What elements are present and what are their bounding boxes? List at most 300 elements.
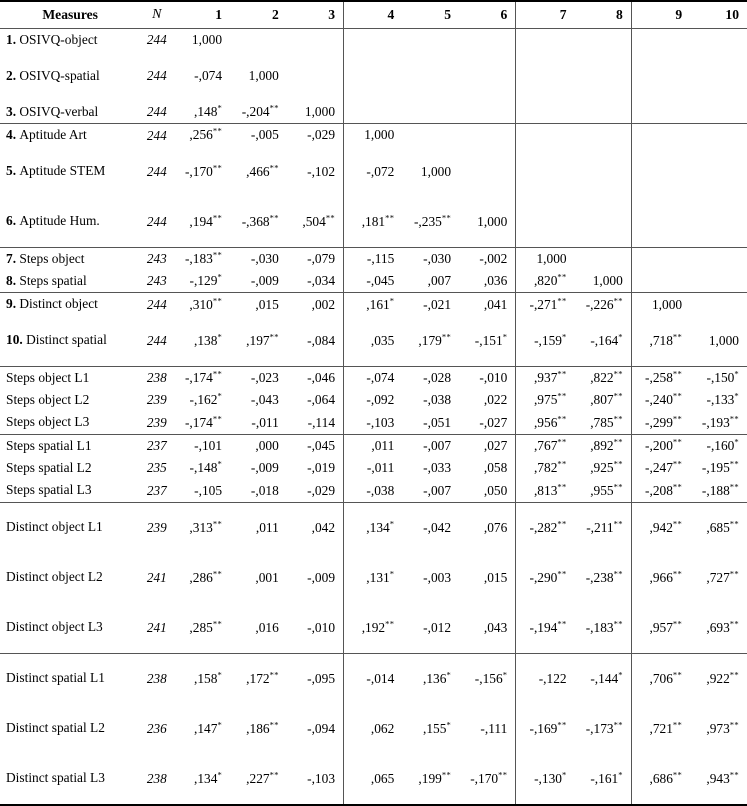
row-number: 1. <box>6 31 20 47</box>
significance-marker: ** <box>672 568 683 579</box>
header-col-8: 8 <box>616 7 623 23</box>
row-number: 10. <box>6 332 27 348</box>
significance-marker: ** <box>212 413 223 424</box>
table-row <box>0 704 747 754</box>
corr-cell: -,009 <box>307 569 336 585</box>
significance-marker: ** <box>613 413 623 424</box>
corr-cell: -,129* <box>173 270 230 293</box>
significance-marker: ** <box>672 618 683 629</box>
corr-cell: ,036 <box>459 270 516 293</box>
corr-cell: -,299** <box>631 411 690 434</box>
corr-cell: -,105 <box>173 479 230 502</box>
corr-cell: -,042 <box>423 519 452 535</box>
row-n-value: 235 <box>146 460 167 476</box>
significance-marker: ** <box>729 618 739 629</box>
corr-cell: ,310** <box>189 295 223 312</box>
significance-marker: ** <box>729 769 739 780</box>
significance-marker: * <box>217 458 223 469</box>
table-row <box>0 754 747 805</box>
corr-cell: -,122 <box>516 653 575 704</box>
row-n-value: 244 <box>146 163 167 179</box>
corr-cell: -,012 <box>402 603 459 654</box>
row-n-value: 238 <box>146 670 167 686</box>
corr-cell: -,051 <box>402 411 459 434</box>
corr-cell <box>402 124 459 147</box>
row-n-value: 243 <box>146 250 167 266</box>
corr-cell <box>516 28 575 51</box>
row-n-value: 241 <box>140 603 173 654</box>
significance-marker: ** <box>212 568 223 579</box>
corr-cell: ,134* <box>173 754 230 805</box>
significance-marker: ** <box>212 212 223 223</box>
corr-cell: ,721** <box>631 704 690 754</box>
corr-cell: -,019 <box>307 460 336 476</box>
corr-cell <box>690 28 747 51</box>
corr-cell <box>459 51 516 101</box>
corr-cell: ,820** <box>516 270 575 293</box>
corr-cell: ,181** <box>344 197 403 248</box>
significance-marker: ** <box>441 331 452 342</box>
row-n-value: 244 <box>140 101 173 124</box>
row-n-value: 238 <box>140 754 173 805</box>
significance-marker: ** <box>212 368 223 379</box>
corr-cell: -,009 <box>250 460 279 476</box>
significance-marker: ** <box>269 212 279 223</box>
corr-cell: ,966** <box>631 553 690 603</box>
corr-cell: -,064 <box>307 392 336 408</box>
corr-cell: -,038 <box>344 479 403 502</box>
significance-marker: ** <box>729 568 739 579</box>
corr-cell: -,170** <box>184 162 223 179</box>
corr-cell: ,767** <box>516 434 575 457</box>
corr-cell <box>575 101 632 124</box>
corr-cell: -,029 <box>307 127 336 143</box>
significance-marker: ** <box>613 295 623 306</box>
table-row <box>0 316 747 367</box>
corr-cell: -,102 <box>307 163 336 179</box>
significance-marker: ** <box>672 769 683 780</box>
significance-marker: ** <box>729 458 739 469</box>
corr-cell <box>516 197 575 248</box>
corr-cell: -,156* <box>474 669 508 686</box>
row-label: 2. OSIVQ-spatial <box>6 67 100 83</box>
header-col-3: 3 <box>328 7 336 23</box>
header-col-5: 5 <box>444 7 452 23</box>
significance-marker: * <box>618 769 623 780</box>
corr-cell: ,147* <box>194 719 223 736</box>
corr-cell: ,957** <box>631 603 690 654</box>
corr-cell: 1,000 <box>248 67 279 83</box>
corr-cell: ,172** <box>246 669 279 686</box>
significance-marker: ** <box>729 481 739 492</box>
corr-cell: ,000 <box>255 437 279 453</box>
table-row <box>0 653 747 704</box>
significance-marker: ** <box>672 436 683 447</box>
significance-marker: ** <box>557 436 567 447</box>
corr-cell <box>690 101 747 124</box>
corr-cell: -,290** <box>516 553 575 603</box>
corr-cell <box>459 124 516 147</box>
significance-marker: * <box>389 568 395 579</box>
table-row <box>0 51 747 101</box>
table-row <box>0 434 747 457</box>
corr-cell: ,076 <box>483 519 508 535</box>
row-n-value: 244 <box>146 127 167 143</box>
corr-cell: -,021 <box>423 296 452 312</box>
corr-cell: -,174** <box>173 411 230 434</box>
corr-cell: -,159* <box>516 316 575 367</box>
corr-cell: -,045 <box>344 270 403 293</box>
significance-marker: * <box>389 518 395 529</box>
corr-cell: -,101 <box>194 437 223 453</box>
corr-cell <box>631 51 690 101</box>
corr-cell: ,011 <box>255 519 279 535</box>
corr-cell: ,785** <box>575 411 632 434</box>
corr-cell: -,023 <box>250 369 279 385</box>
significance-marker: ** <box>269 769 279 780</box>
table-row <box>0 502 747 553</box>
corr-cell <box>631 197 690 248</box>
corr-cell: ,136* <box>423 669 452 686</box>
table-row <box>0 479 747 502</box>
row-label: 1. OSIVQ-object <box>6 31 98 47</box>
corr-cell: -,130* <box>516 754 575 805</box>
table-row <box>0 101 747 124</box>
corr-cell: -,183** <box>184 249 223 266</box>
corr-cell: -,144* <box>590 669 623 686</box>
corr-cell: ,807** <box>590 390 623 408</box>
corr-cell: 1,000 <box>287 101 344 124</box>
corr-cell: ,943** <box>690 754 747 805</box>
significance-marker: ** <box>729 719 739 730</box>
corr-cell: ,227** <box>230 754 287 805</box>
corr-cell <box>631 270 690 293</box>
header-col-1: 1 <box>215 7 223 23</box>
significance-marker: ** <box>613 368 623 379</box>
corr-cell: -,046 <box>307 369 336 385</box>
row-n-value: 237 <box>146 437 167 453</box>
corr-cell <box>631 124 690 147</box>
corr-cell: -,074 <box>344 366 403 389</box>
significance-marker: ** <box>269 719 279 730</box>
corr-cell: ,015 <box>255 296 279 312</box>
corr-cell: -,007 <box>402 479 459 502</box>
significance-marker: ** <box>557 481 567 492</box>
corr-cell <box>516 101 575 124</box>
significance-marker: ** <box>441 769 452 780</box>
row-label: 8. Steps spatial <box>0 270 140 293</box>
corr-cell: -,174** <box>184 368 223 385</box>
row-number: 3. <box>6 103 20 119</box>
corr-cell <box>344 101 403 124</box>
corr-cell <box>575 247 632 270</box>
corr-cell: -,111 <box>480 720 508 736</box>
row-number: 7. <box>6 250 20 266</box>
row-n-value: 238 <box>146 369 167 385</box>
corr-cell: ,131* <box>344 553 403 603</box>
corr-cell <box>690 51 747 101</box>
row-label: 6. Aptitude Hum. <box>0 197 140 248</box>
corr-cell: -,079 <box>307 250 336 266</box>
corr-cell: ,194** <box>173 197 230 248</box>
significance-marker: ** <box>613 618 623 629</box>
corr-cell <box>575 28 632 51</box>
significance-marker: ** <box>212 249 223 260</box>
significance-marker: ** <box>557 390 567 401</box>
table-row <box>0 603 747 654</box>
corr-cell: ,192** <box>344 603 403 654</box>
corr-cell: ,922** <box>706 669 739 686</box>
corr-cell: -,038 <box>423 392 452 408</box>
corr-cell: -,034 <box>287 270 344 293</box>
significance-marker: ** <box>441 212 452 223</box>
significance-marker: ** <box>557 413 567 424</box>
row-label: Distinct spatial L1 <box>6 670 105 686</box>
significance-marker: * <box>217 390 223 401</box>
row-n-value: 239 <box>146 392 167 408</box>
corr-cell: ,158* <box>194 669 223 686</box>
corr-cell: ,285** <box>173 603 230 654</box>
significance-marker: * <box>217 102 223 113</box>
corr-cell: ,186** <box>246 719 279 736</box>
corr-cell <box>690 293 747 316</box>
corr-cell: ,179** <box>402 316 459 367</box>
corr-cell <box>516 51 575 101</box>
significance-marker: ** <box>672 669 683 680</box>
corr-cell: -,045 <box>307 437 336 453</box>
corr-cell: 1,000 <box>690 316 747 367</box>
corr-cell: -,095 <box>307 670 336 686</box>
significance-marker: ** <box>269 102 279 113</box>
corr-cell: -,282** <box>516 502 575 553</box>
row-label: Steps object L2 <box>6 391 90 407</box>
row-number: 6. <box>6 213 20 229</box>
header-col-4: 4 <box>344 1 403 28</box>
row-n-value: 236 <box>146 720 167 736</box>
corr-cell: ,199** <box>402 754 459 805</box>
corr-cell: ,058 <box>483 460 508 476</box>
corr-cell <box>402 101 459 124</box>
significance-marker: * <box>217 769 223 780</box>
table-row <box>0 366 747 389</box>
significance-marker: ** <box>613 719 623 730</box>
table-row <box>0 293 747 316</box>
significance-marker: ** <box>672 719 683 730</box>
corr-cell: -,018 <box>230 479 287 502</box>
corr-cell: ,955** <box>575 479 632 502</box>
row-n-value: 239 <box>146 519 167 535</box>
corr-cell: ,015 <box>483 569 508 585</box>
significance-marker: ** <box>729 413 739 424</box>
table-row <box>0 28 747 51</box>
significance-marker: ** <box>212 518 223 529</box>
corr-cell: -,271** <box>516 293 575 316</box>
corr-cell <box>631 247 690 270</box>
corr-cell: -,151* <box>459 316 516 367</box>
corr-cell: ,813** <box>516 479 575 502</box>
corr-cell: ,022 <box>483 392 508 408</box>
corr-cell: 1,000 <box>631 293 690 316</box>
corr-cell: -,115 <box>344 247 403 270</box>
significance-marker: ** <box>557 368 567 379</box>
significance-marker: ** <box>672 481 683 492</box>
corr-cell <box>516 147 575 197</box>
corr-cell: ,138* <box>173 316 230 367</box>
corr-cell: ,956** <box>516 411 575 434</box>
table-row <box>0 457 747 479</box>
corr-cell: -,010 <box>287 603 344 654</box>
significance-marker: ** <box>557 458 567 469</box>
significance-marker: ** <box>672 368 683 379</box>
significance-marker: ** <box>212 295 223 306</box>
row-label: Distinct spatial L2 <box>6 720 105 736</box>
corr-cell: ,892** <box>590 436 623 453</box>
corr-cell: -,368** <box>230 197 287 248</box>
corr-cell: -,226** <box>585 295 623 312</box>
corr-cell: 1,000 <box>420 163 452 179</box>
corr-cell <box>690 270 747 293</box>
row-label: Steps spatial L1 <box>6 437 92 453</box>
row-n-value: 244 <box>146 31 167 47</box>
corr-cell <box>287 28 344 51</box>
corr-cell: -,162* <box>189 390 223 408</box>
table-row <box>0 147 747 197</box>
corr-cell: ,256** <box>189 126 223 143</box>
corr-cell: -,208** <box>631 479 690 502</box>
corr-cell: 1,000 <box>344 124 403 147</box>
row-label: Distinct object L1 <box>6 519 103 535</box>
corr-cell <box>230 28 287 51</box>
corr-cell: -,238** <box>585 568 623 585</box>
corr-cell: ,001 <box>255 569 279 585</box>
corr-cell <box>575 51 632 101</box>
row-n-value: 239 <box>140 411 173 434</box>
corr-cell: -,204** <box>230 101 287 124</box>
corr-cell: -,072 <box>344 147 403 197</box>
corr-cell <box>459 101 516 124</box>
corr-cell: -,027 <box>459 411 516 434</box>
corr-cell: ,466** <box>246 162 279 179</box>
corr-cell: -,247** <box>631 457 690 479</box>
significance-marker: * <box>217 271 223 282</box>
corr-cell: ,155* <box>423 719 452 736</box>
corr-cell <box>690 147 747 197</box>
significance-marker: ** <box>385 212 395 223</box>
header-n: N <box>152 7 162 22</box>
significance-marker: ** <box>557 295 567 306</box>
header-measures: Measures <box>42 7 98 23</box>
corr-cell: -,164* <box>575 316 632 367</box>
row-n-value: 244 <box>146 68 167 84</box>
header-row <box>0 1 747 28</box>
table-row <box>0 389 747 411</box>
corr-cell: ,693** <box>690 603 747 654</box>
corr-cell: -,103 <box>287 754 344 805</box>
corr-cell: ,504** <box>287 197 344 248</box>
corr-cell: ,313** <box>189 518 223 535</box>
header-col-10: 10 <box>725 7 739 23</box>
corr-cell: ,685** <box>706 518 739 535</box>
corr-cell <box>287 51 344 101</box>
header-col-7: 7 <box>516 1 575 28</box>
corr-cell: ,925** <box>590 458 623 476</box>
corr-cell: ,007 <box>402 270 459 293</box>
significance-marker: ** <box>613 568 623 579</box>
row-label: 4. Aptitude Art <box>6 127 87 143</box>
row-number: 4. <box>6 127 20 143</box>
corr-cell <box>631 101 690 124</box>
corr-cell: -,029 <box>287 479 344 502</box>
corr-cell: -,194** <box>516 603 575 654</box>
corr-cell: ,973** <box>706 719 739 736</box>
significance-marker: ** <box>613 436 623 447</box>
significance-marker: ** <box>557 568 567 579</box>
row-label: 3. OSIVQ-verbal <box>0 101 140 124</box>
table-row <box>0 270 747 293</box>
row-n-value: 241 <box>146 569 167 585</box>
corr-cell <box>631 28 690 51</box>
corr-cell: ,822** <box>590 368 623 385</box>
table-row <box>0 553 747 603</box>
corr-cell: -,011 <box>230 411 287 434</box>
table-row <box>0 124 747 147</box>
table-row <box>0 411 747 434</box>
corr-cell <box>516 124 575 147</box>
corr-cell: -,240** <box>631 389 690 411</box>
row-number: 2. <box>6 67 20 83</box>
significance-marker: ** <box>498 769 508 780</box>
corr-cell: -,014 <box>344 653 403 704</box>
significance-marker: ** <box>557 518 567 529</box>
corr-cell: -,173** <box>585 719 623 736</box>
corr-cell: -,235** <box>402 197 459 248</box>
corr-cell: -,033 <box>423 460 452 476</box>
corr-cell: -,030 <box>423 250 452 266</box>
row-label: 9. Distinct object <box>6 296 98 312</box>
significance-marker: * <box>618 669 623 680</box>
significance-marker: ** <box>385 618 395 629</box>
corr-cell: -,094 <box>307 720 336 736</box>
significance-marker: ** <box>613 458 623 469</box>
corr-cell: -,030 <box>250 250 279 266</box>
corr-cell: -,188** <box>690 479 747 502</box>
corr-cell: -,092 <box>344 389 403 411</box>
corr-cell: ,286** <box>189 568 223 585</box>
corr-cell <box>575 197 632 248</box>
corr-cell: ,041 <box>483 296 508 312</box>
corr-cell: ,975** <box>516 389 575 411</box>
corr-cell: -,160* <box>706 436 739 453</box>
corr-cell: -,148* <box>189 458 223 476</box>
header-col-6: 6 <box>500 7 508 23</box>
significance-marker: ** <box>672 331 683 342</box>
row-label: 10. Distinct spatial <box>0 316 140 367</box>
significance-marker: ** <box>269 162 279 173</box>
corr-cell <box>575 124 632 147</box>
row-n-value: 244 <box>140 316 173 367</box>
significance-marker: ** <box>613 481 623 492</box>
corr-cell: -,043 <box>250 392 279 408</box>
corr-cell: ,937** <box>516 366 575 389</box>
corr-cell: -,170** <box>459 754 516 805</box>
significance-marker: * <box>734 368 739 379</box>
corr-cell: -,169** <box>516 704 575 754</box>
corr-cell: -,183** <box>575 603 632 654</box>
row-label: 7. Steps object <box>6 250 85 266</box>
significance-marker: * <box>502 331 508 342</box>
corr-cell: -,114 <box>287 411 344 434</box>
corr-cell: ,161* <box>344 293 403 316</box>
